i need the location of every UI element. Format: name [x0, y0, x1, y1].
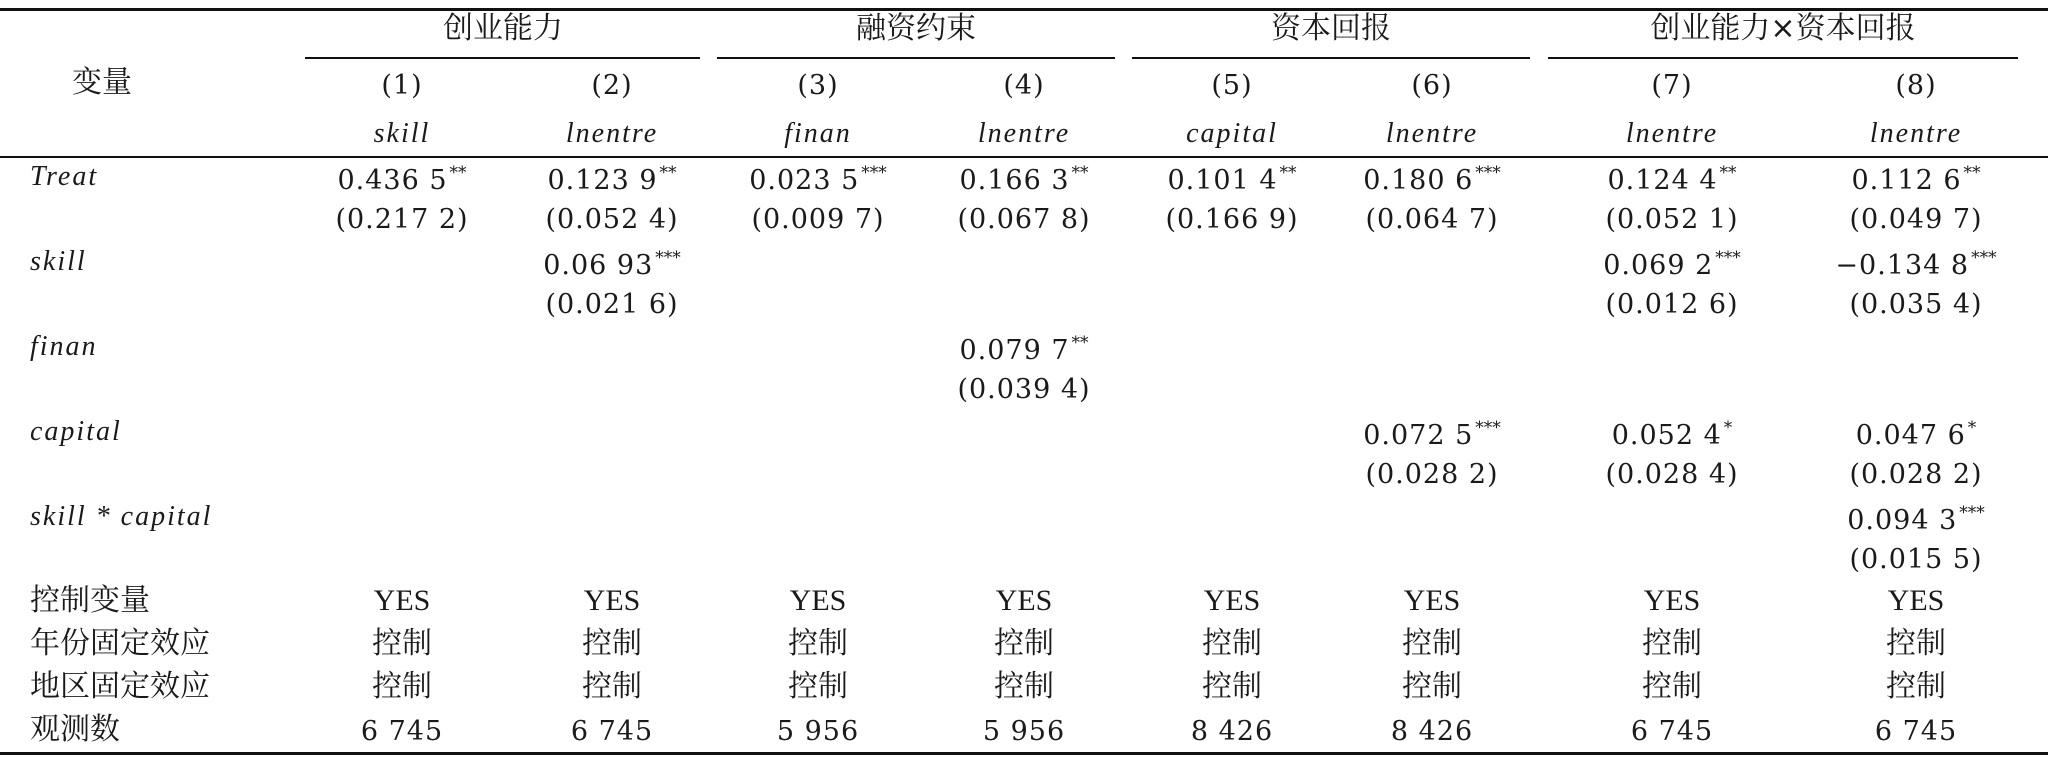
coefficient-value: 0.101 4 — [1167, 165, 1278, 196]
footer-value-region_fe: 控制 — [1402, 669, 1462, 704]
footer-value-region_fe: 控制 — [582, 669, 642, 704]
group-underline-2 — [717, 57, 1115, 59]
standard-error: (0.028 2) — [1365, 459, 1499, 490]
column-number: (4) — [1003, 70, 1045, 101]
footer-value-controls: YES — [995, 584, 1053, 617]
footer-value-region_fe: 控制 — [1642, 669, 1702, 704]
dependent-variable: lnentre — [977, 118, 1071, 149]
footer-value-obs: 6 745 — [570, 716, 654, 747]
row-label-finan: finan — [30, 331, 98, 362]
group-underline-1 — [305, 57, 700, 59]
footer-value-year_fe: 控制 — [994, 626, 1054, 661]
footer-value-obs: 8 426 — [1190, 716, 1274, 747]
dependent-variable: lnentre — [1625, 118, 1719, 149]
footer-value-controls: YES — [373, 584, 431, 617]
group-header-finan: 融资约束 — [856, 11, 976, 46]
footer-label-year_fe: 年份固定效应 — [30, 626, 210, 661]
significance-stars: ** — [1071, 163, 1089, 183]
footer-value-obs: 6 745 — [360, 716, 444, 747]
coefficient-value: 0.072 5 — [1363, 420, 1474, 451]
footer-value-obs: 8 426 — [1390, 716, 1474, 747]
column-number: (3) — [797, 70, 839, 101]
significance-stars: *** — [1475, 163, 1501, 183]
standard-error: (0.028 4) — [1605, 459, 1739, 490]
footer-value-year_fe: 控制 — [788, 626, 848, 661]
standard-error: (0.052 4) — [545, 204, 679, 235]
coefficient-value: 0.112 6 — [1851, 165, 1962, 196]
coefficient — [1167, 165, 1296, 194]
coefficient-value: 0.052 4 — [1611, 420, 1722, 451]
standard-error: (0.009 7) — [751, 204, 885, 235]
footer-value-region_fe: 控制 — [372, 669, 432, 704]
column-number: (5) — [1211, 70, 1253, 101]
footer-value-controls: YES — [583, 584, 641, 617]
significance-stars: * — [1723, 418, 1733, 438]
footer-value-controls: YES — [1643, 584, 1701, 617]
row-label-skill: skill — [30, 246, 87, 277]
column-number: (2) — [591, 70, 633, 101]
coefficient-value: −0.134 8 — [1835, 250, 1970, 281]
group-underline-4 — [1548, 57, 2018, 59]
significance-stars: ** — [1719, 163, 1737, 183]
significance-stars: ** — [1279, 163, 1297, 183]
standard-error: (0.067 8) — [957, 204, 1091, 235]
coefficient-value: 0.094 3 — [1847, 505, 1958, 536]
group-underline-3 — [1132, 57, 1530, 59]
footer-value-controls: YES — [1887, 584, 1945, 617]
footer-value-obs: 6 745 — [1874, 716, 1958, 747]
variable-header: 变量 — [72, 65, 132, 100]
coefficient — [1612, 420, 1733, 449]
bottom-rule — [0, 752, 2048, 755]
column-number: (7) — [1651, 70, 1693, 101]
footer-value-controls: YES — [1403, 584, 1461, 617]
significance-stars: ** — [449, 163, 467, 183]
footer-value-year_fe: 控制 — [1402, 626, 1462, 661]
significance-stars: *** — [1959, 503, 1985, 523]
footer-value-obs: 6 745 — [1630, 716, 1714, 747]
coefficient-value: 0.047 6 — [1855, 420, 1966, 451]
significance-stars: ** — [1963, 163, 1981, 183]
footer-value-region_fe: 控制 — [1886, 669, 1946, 704]
row-label-treat: Treat — [30, 161, 99, 192]
standard-error: (0.039 4) — [957, 374, 1091, 405]
column-number: (6) — [1411, 70, 1453, 101]
standard-error: (0.012 6) — [1605, 289, 1739, 320]
significance-stars: *** — [1971, 248, 1997, 268]
coefficient — [1363, 165, 1501, 194]
coefficient — [547, 165, 676, 194]
significance-stars: * — [1967, 418, 1977, 438]
column-number: (8) — [1895, 70, 1937, 101]
significance-stars: *** — [861, 163, 887, 183]
standard-error: (0.021 6) — [545, 289, 679, 320]
footer-label-region_fe: 地区固定效应 — [30, 669, 210, 704]
column-number: (1) — [381, 70, 423, 101]
footer-value-region_fe: 控制 — [1202, 669, 1262, 704]
coefficient — [959, 335, 1088, 364]
group-header-capital: 资本回报 — [1271, 11, 1391, 46]
coefficient-value: 0.166 3 — [959, 165, 1070, 196]
dependent-variable: lnentre — [565, 118, 659, 149]
coefficient — [749, 165, 887, 194]
coefficient-value: 0.069 2 — [1603, 250, 1714, 281]
group-header-skill: 创业能力 — [443, 11, 563, 46]
standard-error: (0.049 7) — [1849, 204, 1983, 235]
footer-value-obs: 5 956 — [776, 716, 860, 747]
coefficient — [1847, 505, 1985, 534]
dependent-variable: lnentre — [1385, 118, 1479, 149]
significance-stars: *** — [1475, 418, 1501, 438]
coefficient — [1607, 165, 1736, 194]
footer-value-controls: YES — [789, 584, 847, 617]
group-header-interaction: 创业能力×资本回报 — [1650, 11, 1916, 46]
dependent-variable: lnentre — [1869, 118, 1963, 149]
footer-value-region_fe: 控制 — [788, 669, 848, 704]
footer-value-year_fe: 控制 — [1886, 626, 1946, 661]
coefficient — [337, 165, 466, 194]
coefficient — [959, 165, 1088, 194]
footer-label-controls: 控制变量 — [30, 583, 150, 618]
coefficient-value: 0.180 6 — [1363, 165, 1474, 196]
coefficient — [1603, 250, 1741, 279]
standard-error: (0.035 4) — [1849, 289, 1983, 320]
standard-error: (0.015 5) — [1849, 544, 1983, 575]
standard-error: (0.052 1) — [1605, 204, 1739, 235]
footer-value-obs: 5 956 — [982, 716, 1066, 747]
header-rule — [0, 156, 2048, 158]
dependent-variable: finan — [784, 118, 852, 149]
coefficient-value: 0.079 7 — [959, 335, 1070, 366]
footer-value-region_fe: 控制 — [994, 669, 1054, 704]
footer-value-controls: YES — [1203, 584, 1261, 617]
significance-stars: *** — [655, 248, 681, 268]
footer-label-obs: 观测数 — [30, 712, 120, 747]
standard-error: (0.166 9) — [1165, 204, 1299, 235]
footer-value-year_fe: 控制 — [1642, 626, 1702, 661]
significance-stars: ** — [659, 163, 677, 183]
significance-stars: ** — [1071, 333, 1089, 353]
coefficient — [1363, 420, 1501, 449]
footer-value-year_fe: 控制 — [582, 626, 642, 661]
coefficient-value: 0.123 9 — [547, 165, 658, 196]
significance-stars: *** — [1715, 248, 1741, 268]
coefficient — [543, 250, 681, 279]
footer-value-year_fe: 控制 — [1202, 626, 1262, 661]
coefficient-value: 0.06 93 — [543, 250, 654, 281]
dependent-variable: skill — [373, 118, 431, 149]
coefficient-value: 0.023 5 — [749, 165, 860, 196]
standard-error: (0.217 2) — [335, 204, 469, 235]
coefficient — [1851, 165, 1980, 194]
coefficient-value: 0.124 4 — [1607, 165, 1718, 196]
row-label-interaction: skill * capital — [30, 501, 213, 532]
standard-error: (0.028 2) — [1849, 459, 1983, 490]
standard-error: (0.064 7) — [1365, 204, 1499, 235]
coefficient — [1856, 420, 1977, 449]
dependent-variable: capital — [1186, 118, 1278, 149]
footer-value-year_fe: 控制 — [372, 626, 432, 661]
coefficient — [1835, 250, 1996, 279]
coefficient-value: 0.436 5 — [337, 165, 448, 196]
row-label-capital: capital — [30, 416, 122, 447]
